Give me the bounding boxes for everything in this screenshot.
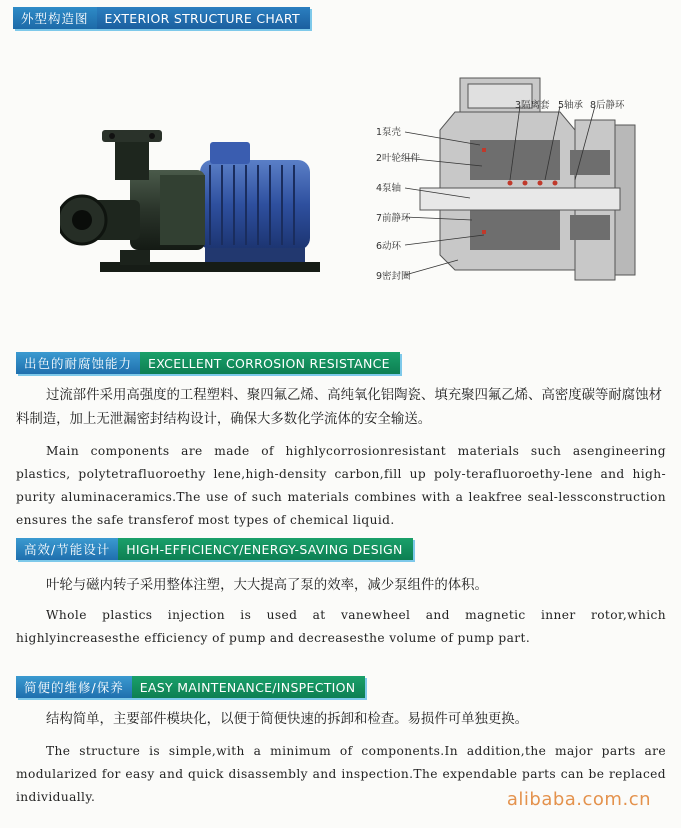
label-front-ring: 7前静环 xyxy=(376,213,411,224)
label-bearing: 5轴承 xyxy=(558,100,584,111)
efficiency-text-cn: 叶轮与磁内转子采用整体注塑，大大提高了泵的效率，减少泵组件的体积。 xyxy=(46,578,488,593)
label-seal: 9密封圈 xyxy=(376,271,411,282)
section-title-en: EASY MAINTENANCE/INSPECTION xyxy=(132,676,366,698)
section-header-structure xyxy=(13,7,310,29)
section-title-en: HIGH-EFFICIENCY/ENERGY-SAVING DESIGN xyxy=(118,538,412,560)
maintenance-text-cn: 结构简单，主要部件模块化，以便于简便快速的拆卸和检查。易损件可单独更换。 xyxy=(46,712,529,727)
pump-photo xyxy=(60,80,340,300)
section-header-corrosion xyxy=(16,352,400,374)
label-isolation-sleeve: 3隔离套 xyxy=(515,100,550,111)
section-header-maintenance xyxy=(16,676,365,698)
label-pump-casing: 1泵壳 xyxy=(376,127,402,138)
section-title-cn: 出色的耐腐蚀能力 xyxy=(16,352,140,374)
efficiency-text-en: Whole plastics injection is used at vanewheel and magnetic inner rotor,which highlyincreasesthe efficiency of pump and decreasesthe volume of pump part. xyxy=(16,608,666,645)
corrosion-text-en: Main components are made of highlycorrosionresistant materials such asengineering plastics, polytetrafluoroethy lene,high-density carbon,fill up poly-terafluoroethy-lene and high-purity aluminaceramics.The use of such materials combines with a leakfree seal-lessconstruction ensures the safe transferof most types of chemical liquid. xyxy=(16,444,666,527)
watermark: alibaba.com.cn xyxy=(506,789,651,810)
label-shaft: 4泵轴 xyxy=(376,183,402,194)
label-moving-ring: 6动环 xyxy=(376,241,402,252)
section-title-cn: 简便的维修/保养 xyxy=(16,676,132,698)
maintenance-text-en: The structure is simple,with a minimum of components.In addition,the major parts are modularized for easy and quick disassembly and inspection.The expendable parts can be replaced individually. xyxy=(16,744,666,804)
label-rear-ring: 8后静环 xyxy=(590,100,625,111)
section-title-en: EXTERIOR STRUCTURE CHART xyxy=(97,7,310,29)
corrosion-text-cn: 过流部件采用高强度的工程塑料、聚四氟乙烯、高纯氧化铝陶瓷、填充聚四氟乙烯、高密度碳等耐腐蚀材料制造，加上无泄漏密封结构设计，确保大多数化学流体的安全输送。 xyxy=(16,388,662,427)
label-impeller: 2叶轮组件 xyxy=(376,153,421,164)
section-title-cn: 外型构造图 xyxy=(13,7,97,29)
section-header-efficiency xyxy=(16,538,413,560)
section-title-en: EXCELLENT CORROSION RESISTANCE xyxy=(140,352,400,374)
section-title-cn: 高效/节能设计 xyxy=(16,538,118,560)
